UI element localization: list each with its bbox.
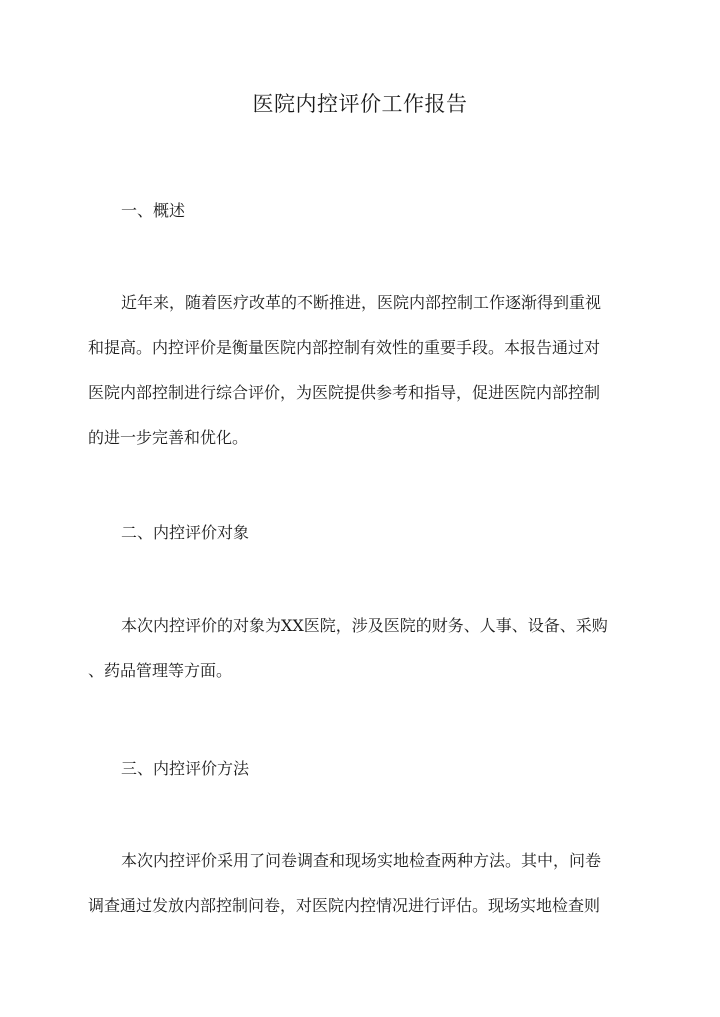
section-heading-evaluation-method: 三、内控评价方法 — [121, 759, 250, 778]
paragraph-line: 本次内控评价的对象为XX医院，涉及医院的财务、人事、设备、采购 — [121, 616, 608, 635]
paragraph-line: 医院内部控制进行综合评价，为医院提供参考和指导，促进医院内部控制 — [88, 383, 601, 402]
section-paragraph-evaluation-method — [88, 838, 636, 928]
paragraph-line: 、药品管理等方面。 — [88, 661, 233, 680]
section-paragraph-evaluation-object — [88, 603, 636, 693]
document-title: 医院内控评价工作报告 — [252, 92, 468, 116]
paragraph-line: 本次内控评价采用了问卷调查和现场实地检查两种方法。其中，问卷 — [121, 851, 602, 870]
section-heading-evaluation-object: 二、内控评价对象 — [121, 523, 250, 542]
paragraph-line: 的进一步完善和优化。 — [88, 428, 249, 447]
section-paragraph-overview — [88, 280, 636, 460]
paragraph-line: 和提高。内控评价是衡量医院内部控制有效性的重要手段。本报告通过对 — [88, 338, 601, 357]
paragraph-line: 调查通过发放内部控制问卷，对医院内控情况进行评估。现场实地检查则 — [88, 896, 601, 915]
section-heading-overview: 一、概述 — [121, 201, 186, 220]
paragraph-line: 近年来，随着医疗改革的不断推进，医院内部控制工作逐渐得到重视 — [121, 293, 602, 312]
